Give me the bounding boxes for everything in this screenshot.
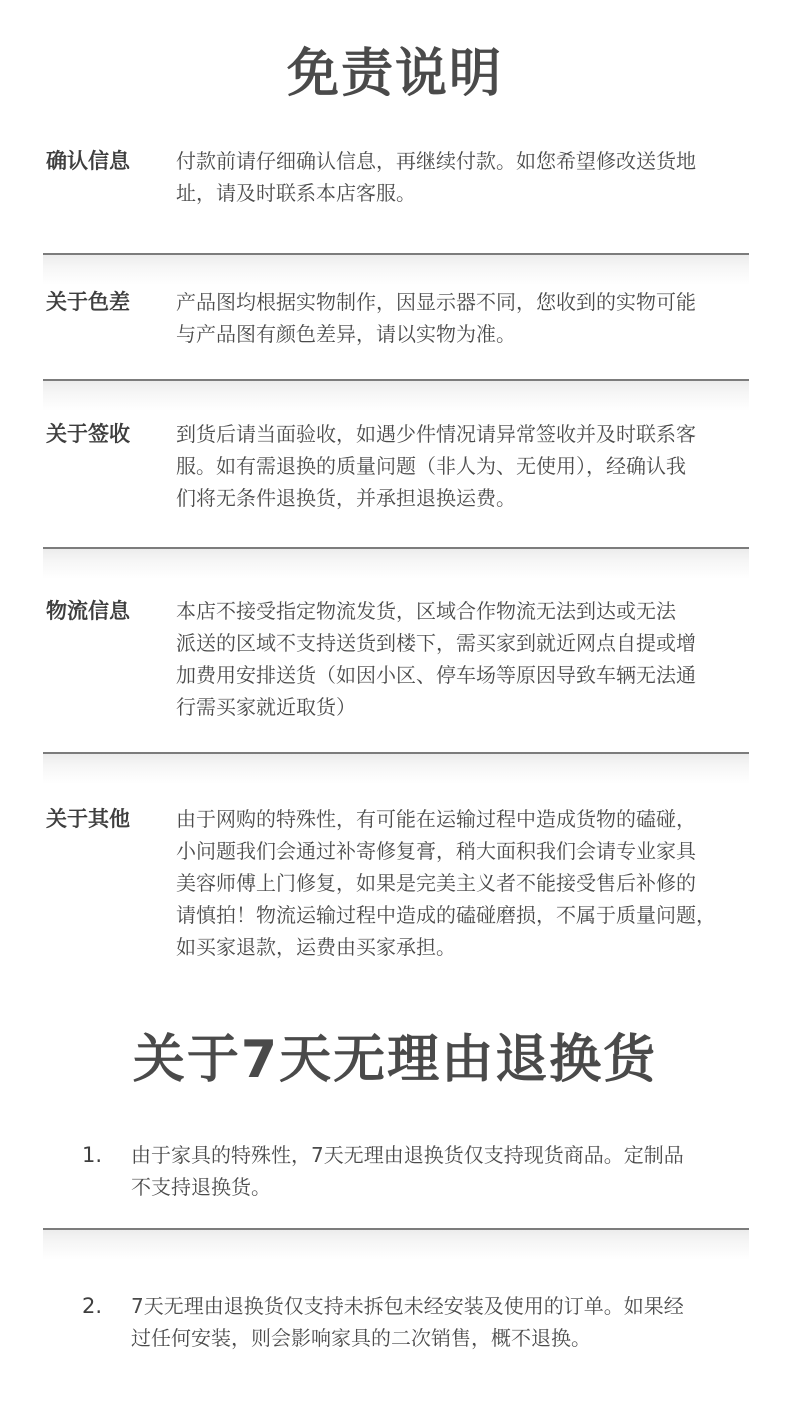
item-text bbox=[131, 1139, 751, 1203]
text-line: 由于家具的特殊性，7天无理由退换货仅支持现货商品。定制品 bbox=[131, 1143, 684, 1167]
text-line: 不支持退换货。 bbox=[131, 1175, 271, 1199]
text-line: 派送的区域不支持送货到楼下，需买家到就近网点自提或增 bbox=[176, 631, 696, 655]
section-text bbox=[176, 803, 766, 963]
text-line: 付款前请仔细确认信息，再继续付款。如您希望修改送货地 bbox=[176, 149, 696, 173]
section-divider bbox=[43, 547, 749, 579]
section-text bbox=[176, 595, 766, 723]
section-divider bbox=[43, 752, 749, 784]
item-number: 1. bbox=[82, 1143, 103, 1167]
text-line: 们将无条件退换货，并承担退换运费。 bbox=[176, 486, 516, 510]
section-label: 关于色差 bbox=[46, 290, 130, 314]
returns-title: 关于7天无理由退换货 bbox=[132, 1030, 658, 1090]
text-line: 7天无理由退换货仅支持未拆包未经安装及使用的订单。如果经 bbox=[131, 1294, 684, 1318]
section-label: 确认信息 bbox=[46, 149, 130, 173]
section-text bbox=[176, 145, 766, 209]
section-label: 关于其他 bbox=[46, 807, 130, 831]
text-line: 由于网购的特殊性，有可能在运输过程中造成货物的磕碰， bbox=[176, 807, 696, 831]
section-divider bbox=[43, 1228, 749, 1260]
section-text bbox=[176, 418, 766, 514]
text-line: 到货后请当面验收，如遇少件情况请异常签收并及时联系客 bbox=[176, 422, 696, 446]
item-number: 2. bbox=[82, 1294, 103, 1318]
item-text bbox=[131, 1290, 751, 1354]
text-line: 址，请及时联系本店客服。 bbox=[176, 181, 416, 205]
text-line: 过任何安装，则会影响家具的二次销售，概不退换。 bbox=[131, 1326, 591, 1350]
section-label: 关于签收 bbox=[46, 422, 130, 446]
text-line: 加费用安排送货（如因小区、停车场等原因导致车辆无法通 bbox=[176, 663, 696, 687]
text-line: 本店不接受指定物流发货，区域合作物流无法到达或无法 bbox=[176, 599, 676, 623]
text-line: 小问题我们会通过补寄修复膏，稍大面积我们会请专业家具 bbox=[176, 839, 696, 863]
section-divider bbox=[43, 379, 749, 411]
section-divider bbox=[43, 253, 749, 285]
section-label: 物流信息 bbox=[46, 599, 130, 623]
section-text bbox=[176, 286, 766, 350]
text-line: 行需买家就近取货） bbox=[176, 695, 356, 719]
text-line: 美容师傅上门修复，如果是完美主义者不能接受售后补修的 bbox=[176, 871, 696, 895]
disclaimer-title: 免责说明 bbox=[286, 44, 503, 104]
text-line: 产品图均根据实物制作，因显示器不同，您收到的实物可能 bbox=[176, 290, 696, 314]
text-line: 请慎拍！物流运输过程中造成的磕碰磨损，不属于质量问题， bbox=[176, 903, 716, 927]
text-line: 与产品图有颜色差异，请以实物为准。 bbox=[176, 322, 516, 346]
text-line: 服。如有需退换的质量问题（非人为、无使用），经确认我 bbox=[176, 454, 686, 478]
text-line: 如买家退款，运费由买家承担。 bbox=[176, 935, 456, 959]
